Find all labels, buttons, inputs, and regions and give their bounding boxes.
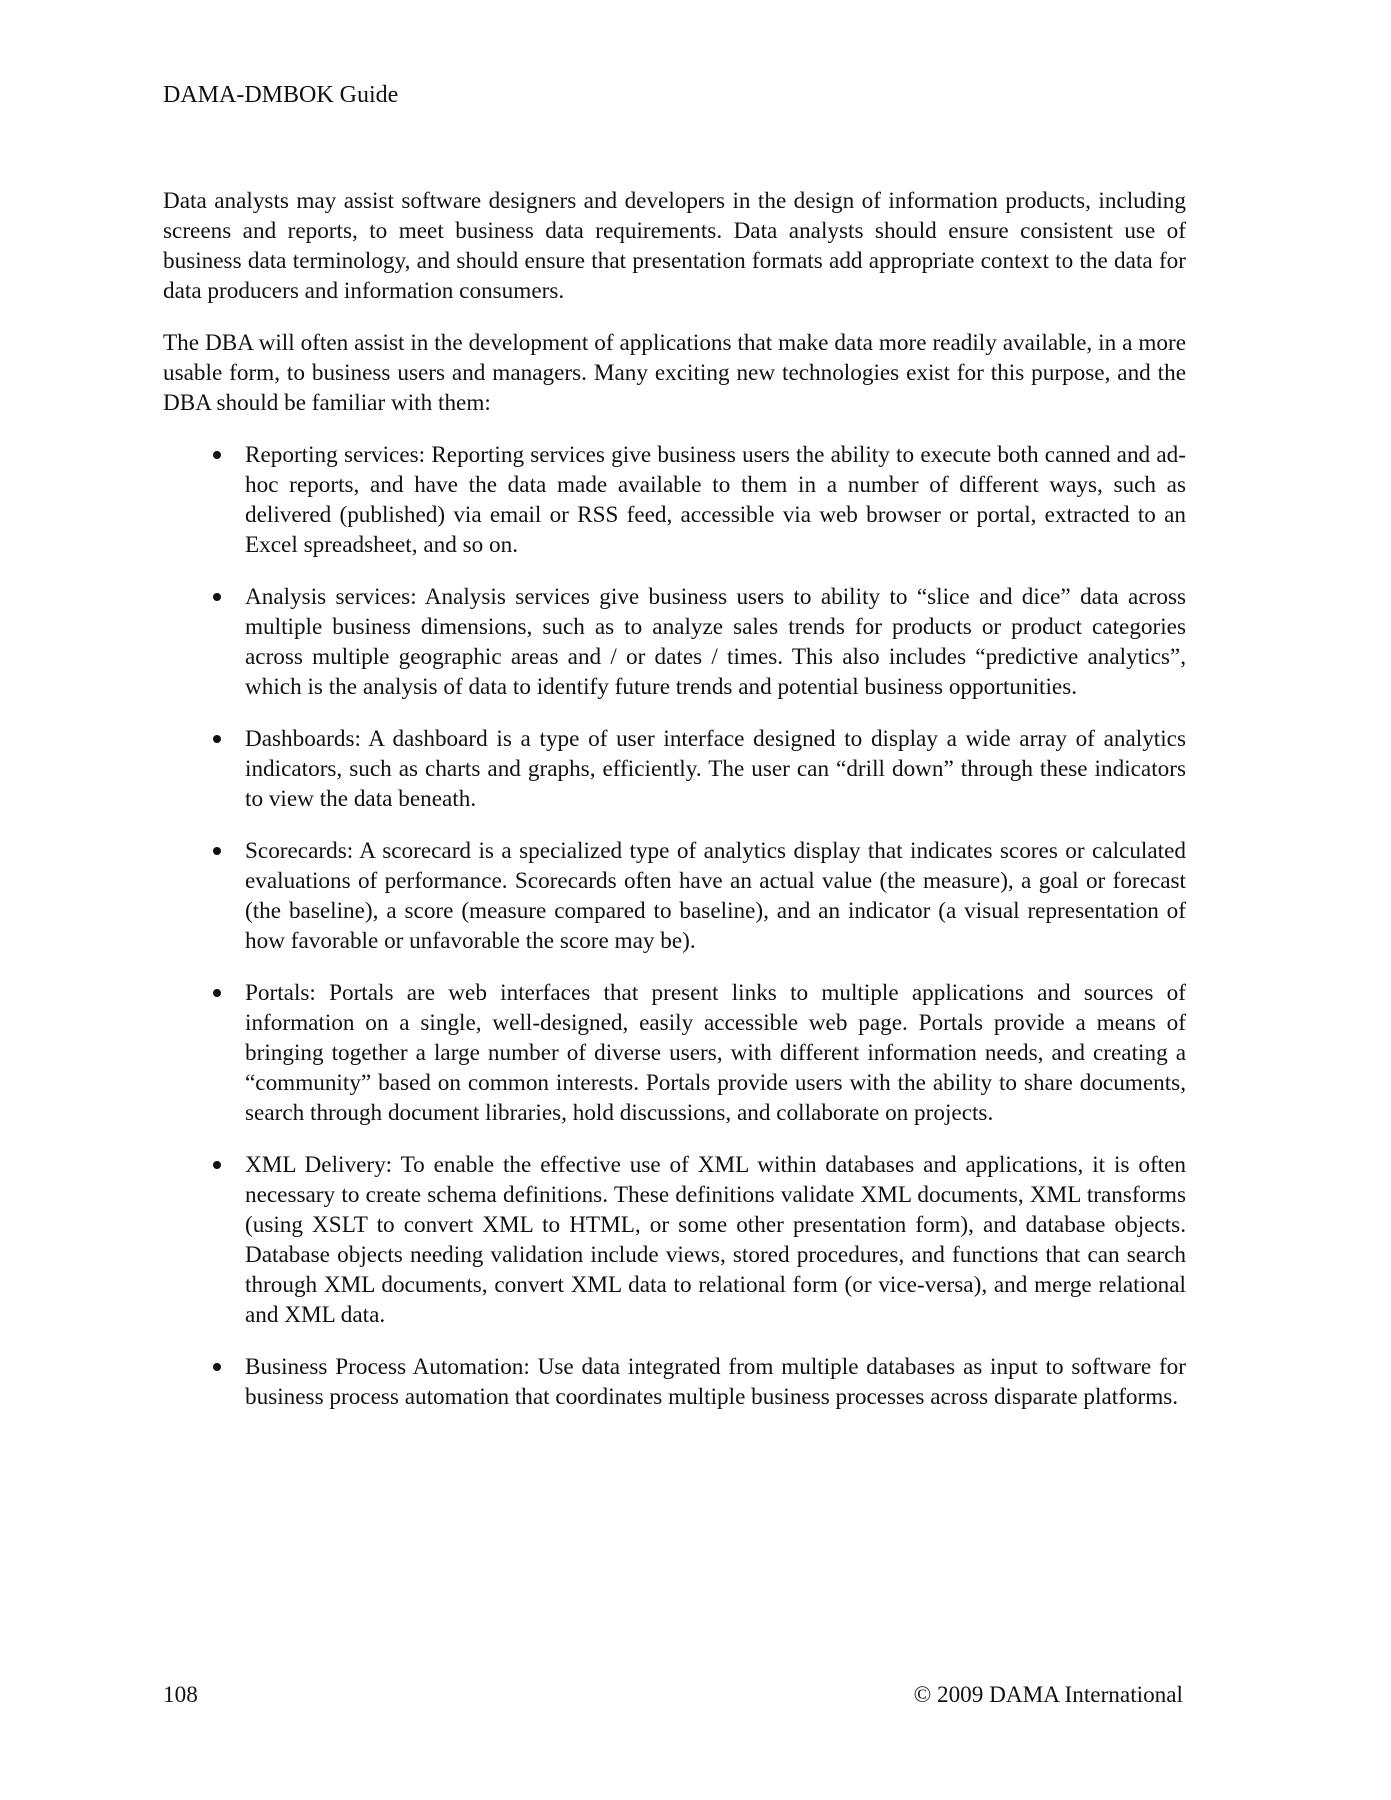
list-item-portals [163, 978, 1186, 1128]
technology-list [163, 440, 1186, 1412]
list-item-text: Business Process Automation: Use data integrated from multiple databases as input to software for business process automation that coordinates multiple business processes across disparate platforms. [245, 1354, 1186, 1410]
page-body [163, 186, 1186, 1434]
list-item-analysis-services [163, 582, 1186, 702]
paragraph-dba: The DBA will often assist in the development of applications that make data more readily available, in a more usable form, to business users and managers. Many exciting new technologies exist for this purpose, and the DBA should be familiar with them: [163, 330, 1186, 416]
page-number: 108 [163, 1682, 198, 1708]
bullet-icon [213, 735, 221, 743]
bullet-icon [213, 593, 221, 601]
bullet-icon [213, 847, 221, 855]
list-item-dashboards [163, 724, 1186, 814]
bullet-icon [213, 1161, 221, 1169]
bullet-icon [213, 989, 221, 997]
list-item-xml-delivery [163, 1150, 1186, 1330]
list-item-business-process-automation [163, 1352, 1186, 1412]
list-item-scorecards [163, 836, 1186, 956]
list-item-reporting-services [163, 440, 1186, 560]
paragraph-intro: Data analysts may assist software designers and developers in the design of information products, including screens and reports, to meet business data requirements. Data analysts should ensure consistent use of business data terminology, and should ensure that presentation formats add appropriate context to the data for data producers and information consumers. [163, 188, 1186, 304]
list-item-text: Portals: Portals are web interfaces that present links to multiple applications and sources of information on a single, well-designed, easily accessible web page. Portals provide a means of bringing together a large number of diverse users, with different information needs, and creating a “community” based on common interests. Portals provide users with the ability to share documents, search through document libraries, hold discussions, and collaborate on projects. [245, 980, 1186, 1126]
list-item-text: Reporting services: Reporting services give business users the ability to execute both canned and ad-hoc reports, and have the data made available to them in a number of different ways, such as delivered (published) via email or RSS feed, accessible via web browser or portal, extracted to an Excel spreadsheet, and so on. [245, 442, 1186, 558]
list-item-text: Analysis services: Analysis services give business users to ability to “slice and dice” data across multiple business dimensions, such as to analyze sales trends for products or product categories across multiple geographic areas and / or dates / times. This also includes “predictive analytics”, which is the analysis of data to identify future trends and potential business opportunities. [245, 584, 1186, 700]
bullet-icon [213, 1363, 221, 1371]
list-item-text: Scorecards: A scorecard is a specialized type of analytics display that indicates scores or calculated evaluations of performance. Scorecards often have an actual value (the measure), a goal or forecast (the baseline), a score (measure compared to baseline), and an indicator (a visual representation of how favorable or unfavorable the score may be). [245, 838, 1186, 954]
bullet-icon [213, 451, 221, 459]
running-header: DAMA-DMBOK Guide [163, 82, 399, 108]
list-item-text: Dashboards: A dashboard is a type of user interface designed to display a wide array of analytics indicators, such as charts and graphs, efficiently. The user can “drill down” through these indicators to view the data beneath. [245, 726, 1186, 812]
list-item-text: XML Delivery: To enable the effective use of XML within databases and applications, it is often necessary to create schema definitions. These definitions validate XML documents, XML transforms (using XSLT to convert XML to HTML, or some other presentation form), and database objects. Database objects needing validation include views, stored procedures, and functions that can search through XML documents, convert XML data to relational form (or vice-versa), and merge relational and XML data. [245, 1152, 1186, 1328]
copyright-notice: © 2009 DAMA International [913, 1682, 1183, 1708]
